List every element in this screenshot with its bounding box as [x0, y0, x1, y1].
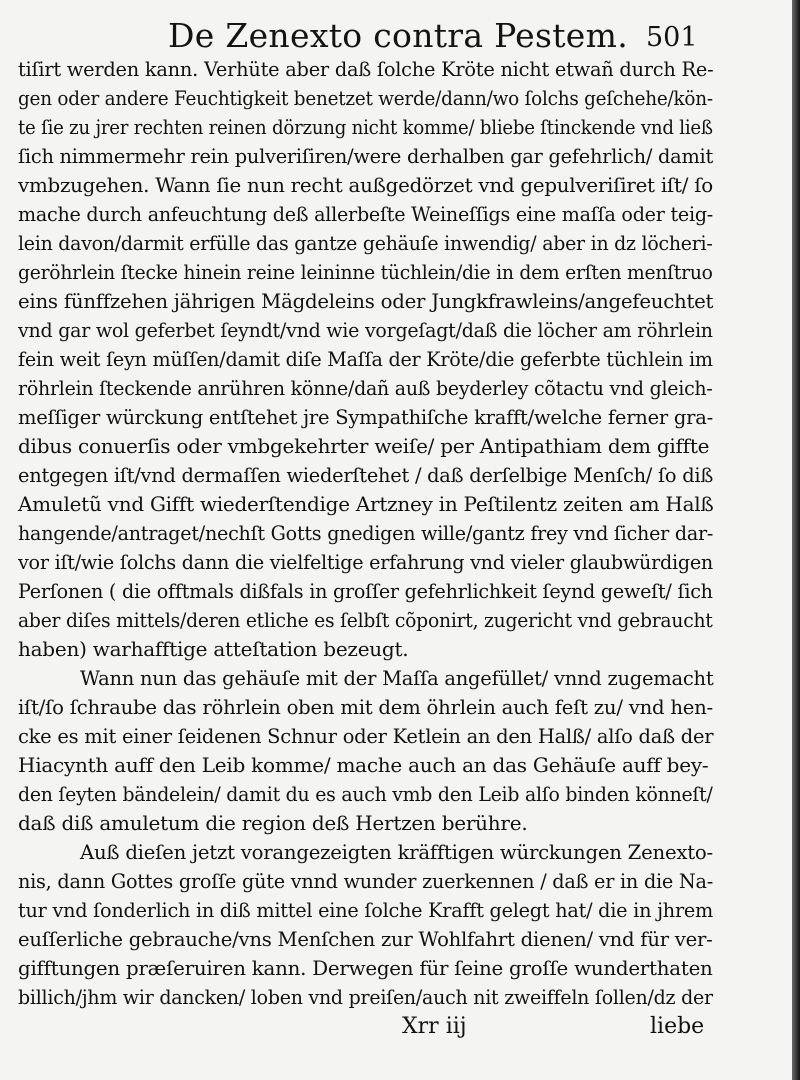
text-line: Hiacynth auff den Leib komme/ mache auch an das Gehäuſe auff bey- [18, 753, 709, 777]
text-line: mache durch anfeuchtung deß allerbeſte Weineſſigs eine maſſa oder teig- [18, 202, 714, 226]
text-line: röhrlein ſteckende anrühren könne/dañ auß beyderley cõtactu vnd gleich- [18, 376, 713, 400]
text-line: vor iſt/wie ſolchs dann die vielfeltige erfahrung vnd vieler glaubwürdigen [18, 550, 714, 574]
text-line: haben) warhafftige atteſtation bezeugt. [18, 637, 409, 661]
text-line: tur vnd ſonderlich in diß mittel eine ſolche Krafft gelegt hat/ die in jhrem [18, 898, 714, 922]
running-title: De Zenexto contra Pestem. [168, 16, 629, 55]
text-line: cke es mit einer ſeidenen Schnur oder Ketlein an den Halß/ alſo daß der [18, 724, 714, 748]
text-line: te ſie zu jrer rechten reinen dörzung nicht komme/ bliebe ſtinckende vnd ließ [18, 115, 713, 139]
text-line: Amuletũ vnd Gifft wiederſtendige Artzney in Peſtilentz zeiten am Halß [18, 492, 714, 516]
signature-mark: Xrr iij [402, 1014, 467, 1039]
text-line: hangende/antraget/nechſt Gotts gnedigen wille/gantz frey vnd ſicher dar- [18, 521, 714, 545]
text-line: geröhrlein ſtecke hinein reine leininne tüchlein/die in dem erſten menſtruo [18, 260, 713, 284]
text-line: ſich nimmermehr rein pulveriſiren/were derhalben gar gefehrlich/ damit [18, 144, 714, 168]
paragraph-start-line: Wann nun das gehäuſe mit der Maſſa angefüllet/ vnnd zugemacht [80, 666, 714, 690]
text-line: Perſonen ( die offtmals dißfals in groſſer gefehrlichkeit ſeynd geweſt/ ſich [18, 579, 713, 603]
text-line: vmbzugehen. Wann ſie nun recht außgedörzet vnd gepulveriſiret iſt/ ſo [18, 173, 714, 197]
text-line: iſt/ſo ſchraube das röhrlein oben mit dem öhrlein auch feſt zu/ vnd hen- [18, 695, 713, 719]
page-footer [0, 1014, 792, 1044]
text-line: tiſirt werden kann. Verhüte aber daß ſolche Kröte nicht etwañ durch Re- [18, 57, 714, 81]
text-line: fein weit ſeyn müſſen/damit diſe Maſſa der Kröte/die geferbte tüchlein im [18, 347, 713, 371]
text-line: gen oder andere Feuchtigkeit benetzet werde/dann/wo ſolchs geſchehe/kön- [18, 86, 713, 110]
catchword: liebe [650, 1014, 705, 1039]
text-line: nis, dann Gottes groſſe güte vnnd wunder zuerkennen / daß er in die Na- [18, 869, 713, 893]
text-line: gifftungen præſeruiren kann. Derwegen für ſeine groſſe wunderthaten [18, 956, 713, 980]
text-line: vnd gar wol geferbet ſeyndt/vnd wie vorgeſagt/daß die löcher am röhrlein [18, 318, 713, 342]
page-number: 501 [646, 22, 698, 53]
text-line: entgegen iſt/vnd dermaſſen wiederſtehet / daß derſelbige Menſch/ ſo diß [18, 463, 714, 487]
scan-edge [792, 0, 800, 1080]
paragraph-start-line: Auß dieſen jetzt vorangezeigten kräfftigen würckungen Zenexto- [80, 840, 713, 864]
text-line: meſſiger würckung entſtehet jre Sympathiſche krafft/welche ferner gra- [18, 405, 713, 429]
text-line: aber diſes mittels/deren etliche es ſelbſt cõponirt, zugericht vnd gebraucht [18, 608, 713, 632]
text-line: den ſeyten bändelein/ damit du es auch vmb den Leib alſo binden könneſt/ [18, 782, 713, 806]
text-line: dibus conuerſis oder vmbgekehrter weiſe/ per Antipathiam dem giffte [18, 434, 710, 458]
text-line: daß diß amuletum die region deß Hertzen berühre. [18, 811, 528, 835]
text-line: lein davon/darmit erfülle das gantze gehäuſe inwendig/ aber in dz löcheri- [18, 231, 713, 255]
text-line: eins fünffzehen jährigen Mägdeleins oder Jungkfrawleins/angefeuchtet [18, 289, 714, 313]
text-line: euſſerliche gebrauche/vns Menſchen zur Wohlfahrt dienen/ vnd für ver- [18, 927, 713, 951]
text-line: billich/jhm wir dancken/ loben vnd preiſen/auch nit zweiffeln ſollen/dz der [18, 985, 713, 1009]
